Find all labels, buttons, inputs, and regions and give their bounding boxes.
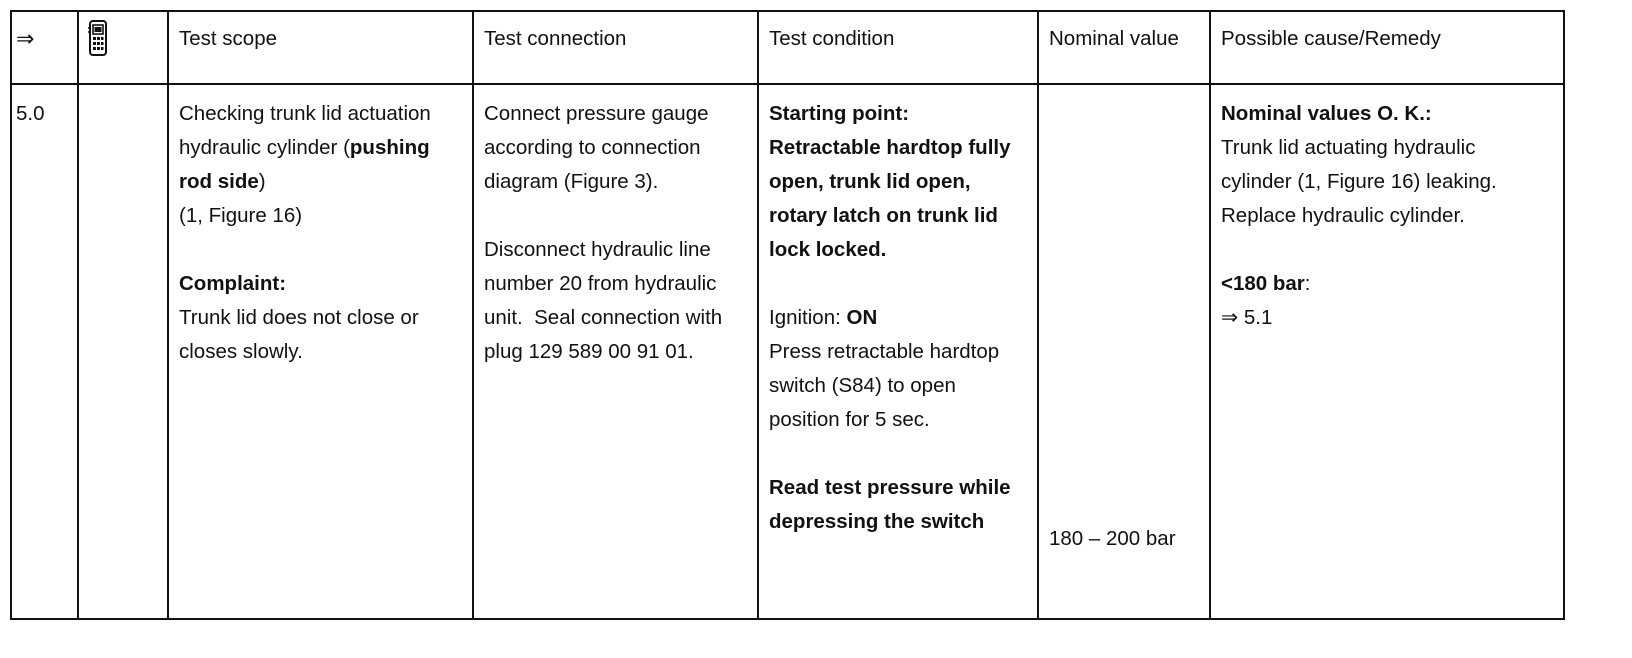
- scope-line: Checking trunk lid actuation: [179, 102, 431, 125]
- connection-line: Connect pressure gauge: [484, 102, 709, 125]
- possible-cause-cell: [1210, 84, 1564, 619]
- condition-line: position for 5 sec.: [769, 408, 930, 431]
- connection-line: according to connection: [484, 136, 701, 159]
- condition-line: switch (S84) to open: [769, 374, 956, 397]
- scope-line: rod side): [179, 170, 266, 193]
- remedy-line: Replace hydraulic cylinder.: [1221, 204, 1465, 227]
- condition-line: lock locked.: [769, 238, 887, 261]
- condition-line: Read test pressure while: [769, 476, 1011, 499]
- ignition-line: Ignition: ON: [769, 306, 878, 329]
- ok-label: Nominal values O. K.:: [1221, 102, 1432, 125]
- nominal-value: 180 – 200 bar: [1049, 527, 1176, 550]
- low-pressure-label: <180 bar:: [1221, 272, 1311, 295]
- low-pressure-action: ⇒ 5.1: [1221, 306, 1273, 329]
- remedy-line: cylinder (1, Figure 16) leaking.: [1221, 170, 1497, 193]
- test-connection-cell: [473, 84, 758, 619]
- complaint-label: Complaint:: [179, 272, 287, 295]
- condition-line: Retractable hardtop fully: [769, 136, 1011, 159]
- header-test-condition: Test condition: [758, 11, 1038, 84]
- remedy-line: Trunk lid actuating hydraulic: [1221, 136, 1476, 159]
- handheld-tester-icon: [87, 20, 109, 67]
- header-possible-cause: Possible cause/Remedy: [1210, 11, 1564, 84]
- condition-line: rotary latch on trunk lid: [769, 204, 998, 227]
- test-condition-cell: [758, 84, 1038, 619]
- connection-line: unit. Seal connection with: [484, 306, 723, 329]
- condition-line: open, trunk lid open,: [769, 170, 971, 193]
- test-procedure-table: [10, 10, 1565, 620]
- scope-line: (1, Figure 16): [179, 204, 303, 227]
- test-scope-cell: [168, 84, 473, 619]
- tester-cell: [78, 84, 168, 619]
- step-number: 5.0: [11, 84, 78, 619]
- connection-line: Disconnect hydraulic line: [484, 238, 711, 261]
- header-test-connection: Test connection: [473, 11, 758, 84]
- connection-line: plug 129 589 00 91 01.: [484, 340, 694, 363]
- complaint-text: Trunk lid does not close or: [179, 306, 419, 329]
- scope-line: hydraulic cylinder (pushing: [179, 136, 430, 159]
- nominal-value-cell: [1038, 84, 1210, 619]
- test-step-row: [11, 84, 1564, 619]
- connection-line: number 20 from hydraulic: [484, 272, 717, 295]
- header-test-scope: Test scope: [168, 11, 473, 84]
- connection-line: diagram (Figure 3).: [484, 170, 659, 193]
- condition-line: depressing the switch: [769, 510, 985, 533]
- header-arrow-cell: [11, 11, 78, 84]
- header-tester-cell: [78, 11, 168, 84]
- condition-line: Starting point:: [769, 102, 910, 125]
- arrow-icon: ⇒: [16, 26, 35, 51]
- condition-line: Press retractable hardtop: [769, 340, 1000, 363]
- header-row: [11, 11, 1564, 84]
- header-nominal-value: Nominal value: [1038, 11, 1210, 84]
- complaint-text: closes slowly.: [179, 340, 303, 363]
